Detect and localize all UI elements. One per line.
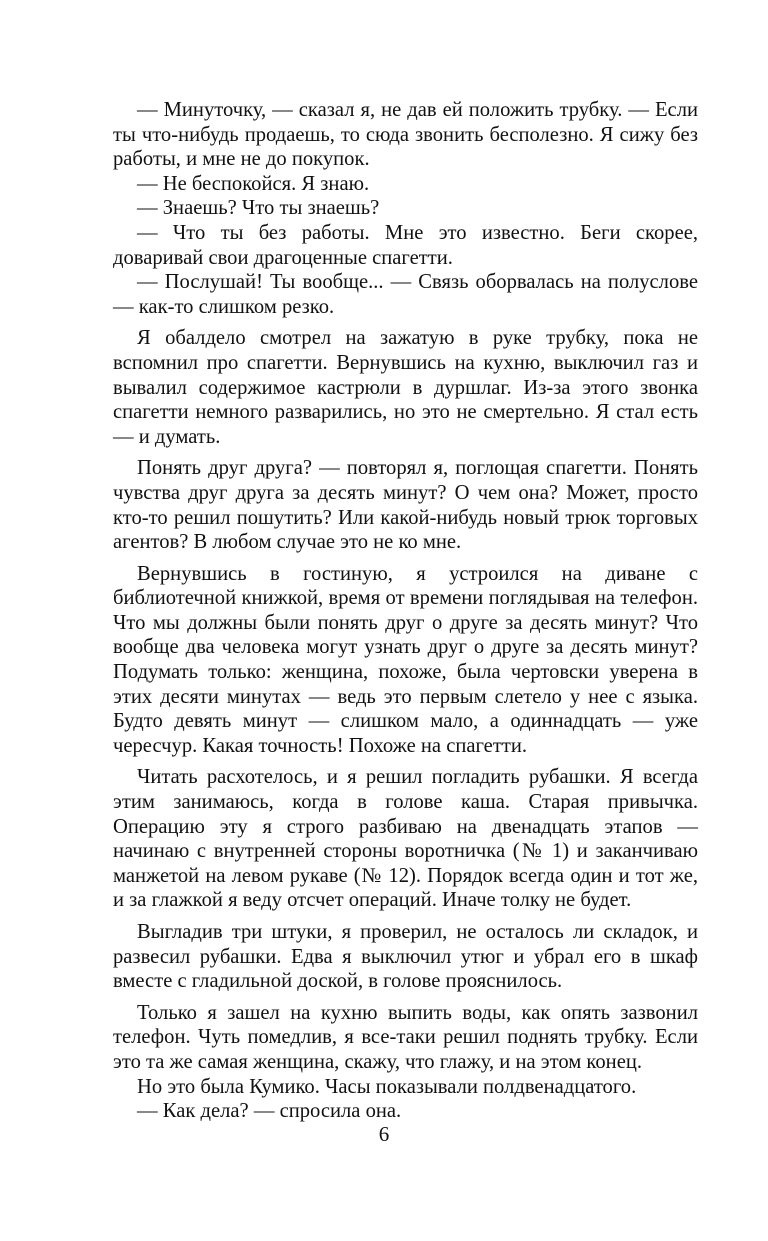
paragraph: — Знаешь? Что ты знаешь? — [137, 197, 380, 220]
paragraph: — Не беспокойся. Я знаю. — [137, 172, 370, 195]
paragraph: Вернувшись в гостиную, я устроился на диване с библиотечной книжкой, время от времени поглядывая на телефон. Что мы должны были понять друг о друге за десять минут? Что вообще два человека могут узнать друг о друге за десять минут? Подумать только: женщина, похоже, была чертовски уверена в этих десяти минутах — ведь это первым слетело у нее с языка. Будто девять минут — слишком мало, а одиннадцать — уже чересчур. Какая точность! Похоже на спагетти. — [113, 562, 698, 757]
paragraph: Понять друг друга? — повторял я, поглощая спагетти. Понять чувства друг друга за десять минут? О чем она? Может, просто кто-то решил пошутить? Или какой-нибудь новый трюк торговых агентов? В любом случае это не ко мне. — [113, 457, 698, 554]
paragraph: Но это была Кумико. Часы показывали полдвенадцатого. — [137, 1075, 637, 1098]
paragraph: Выгладив три штуки, я проверил, не осталось ли складок, и развесил рубашки. Едва я выключил утюг и убрал его в шкаф вместе с гладильной доской, в голове прояснилось. — [113, 921, 698, 993]
paragraph: — Как дела? — спросила она. — [137, 1100, 402, 1123]
paragraph: — Что ты без работы. Мне это известно. Беги скорее, доваривай свои драгоценные спагетти. — [113, 221, 698, 269]
paragraph: Я обалдело смотрел на зажатую в руке трубку, пока не вспомнил про спагетти. Вернувшись на кухню, выключил газ и вывалил содержимое кастрюли в дуршлаг. Из-за этого звонка спагетти немного разварились, но это не смертельно. Я стал есть — и думать. — [113, 327, 698, 448]
paragraph: Только я зашел на кухню выпить воды, как опять зазвонил телефон. Чуть помедлив, я все-таки решил поднять трубку. Если это та же самая женщина, скажу, что глажу, и на этом конец. — [113, 1001, 698, 1073]
page-text-body — [113, 98, 698, 1124]
paragraph: — Послушай! Ты вообще... — Связь оборвалась на полуслове — как-то слишком резко. — [113, 271, 698, 318]
paragraph: Читать расхотелось, и я решил погладить рубашки. Я всегда этим занимаюсь, когда в голове каша. Старая привычка. Операцию эту я строго разбиваю на двенадцать этапов — начинаю с внутренней стороны воротничка (№ 1) и заканчиваю манжетой на левом рукаве (№ 12). Порядок всегда один и тот же, и за глажкой я веду отсчет операций. Иначе толку не будет. — [113, 766, 698, 912]
paragraph: — Минуточку, — сказал я, не дав ей положить трубку. — Если ты что-нибудь продаешь, то сюда звонить бесполезно. Я сижу без работы, и мне не до покупок. — [113, 99, 698, 171]
page-number: 6 — [378, 1122, 390, 1146]
